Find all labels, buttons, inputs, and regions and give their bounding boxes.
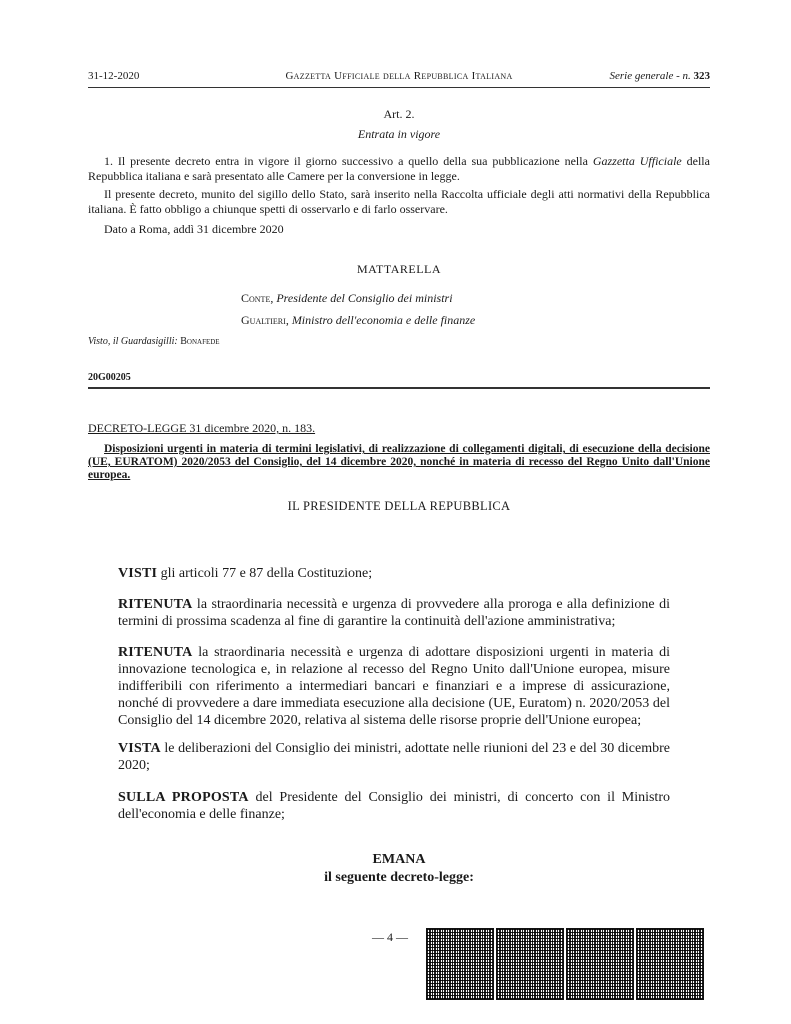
qr-code-3: [566, 928, 634, 1000]
clause-ritenuta-1: RITENUTA la straordinaria necessità e urgenza di provvedere alla proroga e alla definizione di termini di prossima scadenza al fine di garantire la continuità dell'azione amministrativa;: [118, 597, 670, 629]
article-paragraph-2: Il presente decreto, munito del sigillo dello Stato, sarà inserito nella Raccolta ufficiale degli atti normativi della Repubblica italiana. È fatto obbligo a chiunque spetti di osservarlo e di farlo osservare.: [88, 187, 710, 216]
president-signature: MATTARELLA: [356, 262, 442, 276]
header-date: 31-12-2020: [88, 70, 140, 82]
signature-conte: Conte, Presidente del Consiglio dei ministri: [241, 291, 453, 305]
clause-sulla-proposta: SULLA PROPOSTA del Presidente del Consiglio dei ministri, di concerto con il Ministro dell'economia e delle finanze;: [118, 790, 670, 822]
header-divider: [88, 87, 710, 88]
article-number: Art. 2.: [383, 107, 415, 121]
visto-guardasigilli: Visto, il Guardasigilli: Bonafede: [88, 336, 220, 347]
qr-code-2: [496, 928, 564, 1000]
emana-subheading: il seguente decreto-legge:: [324, 870, 474, 885]
qr-code-4: [636, 928, 704, 1000]
article-paragraph-1: 1. Il presente decreto entra in vigore il giorno successivo a quello della sua pubblicazione nella Gazzetta Ufficiale della Repubblica italiana e sarà presentato alle Camere per la conversione in legge.: [88, 154, 710, 183]
page-header: [88, 70, 710, 88]
signature-gualtieri: Gualtieri, Ministro dell'economia e delle finanze: [241, 313, 476, 327]
clause-vista: VISTA le deliberazioni del Consiglio dei ministri, adottate nelle riunioni del 23 e del 30 dicembre 2020;: [118, 741, 670, 773]
qr-code-1: [426, 928, 494, 1000]
emana-heading: EMANA: [372, 852, 426, 867]
clause-visti: VISTI gli articoli 77 e 87 della Costituzione;: [118, 566, 373, 581]
section-divider: [88, 387, 710, 389]
header-title: Gazzetta Ufficiale della Repubblica Italiana: [285, 70, 513, 82]
clause-ritenuta-2: RITENUTA la straordinaria necessità e urgenza di adottare disposizioni urgenti in materia di innovazione tecnologica e, in relazione al recesso del Regno Unito dall'Unione europea, misure indifferibili con riferimento a intermediari bancari e finanziari e a imprese di assicurazione, nonché di provvedere a dare immediata esecuzione alla decisione (UE, Euratom) n. 2020/2053 del Consiglio del 14 dicembre 2020, relativa al sistema delle risorse proprie dell'Unione europea;: [118, 645, 670, 728]
page-number: — 4 —: [372, 930, 408, 944]
decree-subtitle: Disposizioni urgenti in materia di termini legislativi, di realizzazione di collegamenti digitali, di esecuzione della decisione (UE, EURATOM) 2020/2053 del Consiglio, del 14 dicembre 2020, nonché in materia di recesso del Regno Unito dall'Unione europea.: [88, 443, 710, 481]
decree-title: DECRETO-LEGGE 31 dicembre 2020, n. 183.: [88, 421, 316, 435]
article-heading: Entrata in vigore: [357, 127, 441, 141]
document-code: 20G00205: [88, 372, 131, 383]
date-place: Dato a Roma, addì 31 dicembre 2020: [104, 222, 284, 236]
president-heading: IL PRESIDENTE DELLA REPUBBLICA: [287, 499, 511, 513]
header-serie: Serie generale - n. 323: [609, 70, 710, 82]
